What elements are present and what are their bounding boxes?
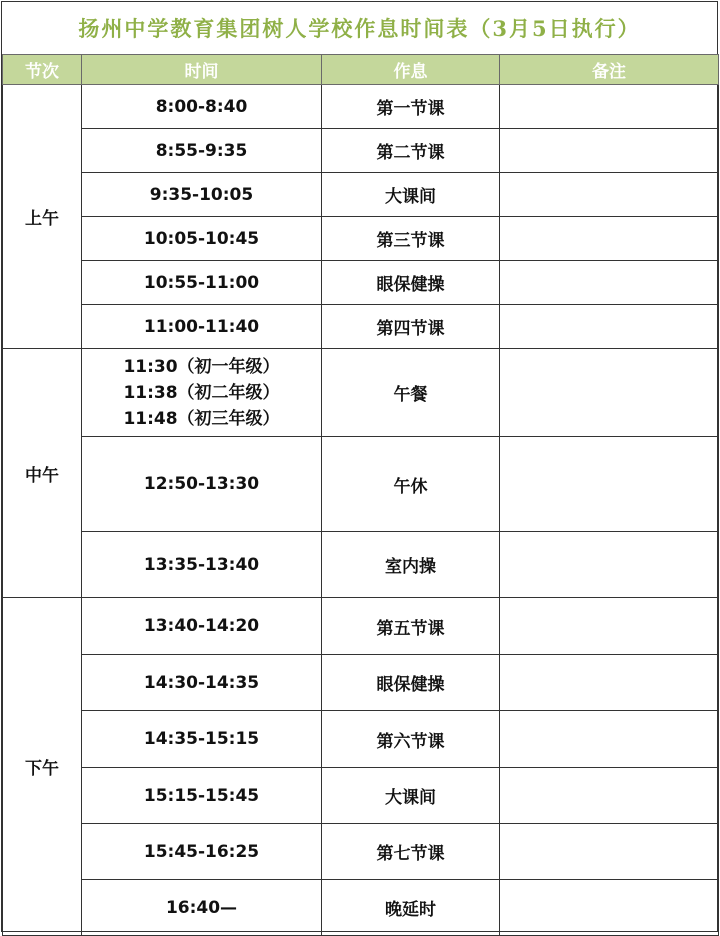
activity-cell: 室内操 <box>322 532 500 598</box>
remarks-cell[interactable] <box>500 129 719 173</box>
lunch-time-grade-2: 11:38（初二年级） <box>123 382 280 403</box>
activity-cell: 大课间 <box>322 768 500 824</box>
time-cell: 15:15-15:45 <box>82 768 322 824</box>
table-row <box>3 173 719 217</box>
period-afternoon: 下午 <box>3 598 82 936</box>
remarks-cell[interactable] <box>500 85 719 129</box>
remarks-cell[interactable] <box>500 532 719 598</box>
schedule-title: 扬州中学教育集团树人学校作息时间表（3月5日执行） <box>78 16 641 41</box>
activity-cell: 午餐 <box>322 349 500 437</box>
remarks-cell[interactable] <box>500 880 719 936</box>
period-noon: 中午 <box>3 349 82 598</box>
time-cell: 10:55-11:00 <box>82 261 322 305</box>
schedule-table <box>2 54 719 936</box>
activity-cell: 第一节课 <box>322 85 500 129</box>
header-activity: 作息 <box>322 55 500 85</box>
table-row <box>3 437 719 532</box>
remarks-cell[interactable] <box>500 349 719 437</box>
table-row <box>3 711 719 768</box>
activity-cell: 眼保健操 <box>322 655 500 711</box>
activity-cell: 大课间 <box>322 173 500 217</box>
table-row <box>3 598 719 655</box>
table-row <box>3 349 719 437</box>
lunch-time-grade-3: 11:48（初三年级） <box>123 408 280 429</box>
time-cell: 12:50-13:30 <box>82 437 322 532</box>
period-morning: 上午 <box>3 85 82 349</box>
header-period: 节次 <box>3 55 82 85</box>
lunch-time-grade-1: 11:30（初一年级） <box>123 356 280 377</box>
table-row <box>3 129 719 173</box>
activity-cell: 第六节课 <box>322 711 500 768</box>
remarks-cell[interactable] <box>500 768 719 824</box>
schedule-sheet <box>1 1 718 932</box>
remarks-cell[interactable] <box>500 655 719 711</box>
table-row <box>3 85 719 129</box>
time-cell: 14:35-15:15 <box>82 711 322 768</box>
time-cell: 8:55-9:35 <box>82 129 322 173</box>
activity-cell: 第二节课 <box>322 129 500 173</box>
table-row <box>3 261 719 305</box>
remarks-cell[interactable] <box>500 711 719 768</box>
time-cell: 15:45-16:25 <box>82 824 322 880</box>
table-row <box>3 768 719 824</box>
table-row <box>3 217 719 261</box>
remarks-cell[interactable] <box>500 824 719 880</box>
table-row <box>3 305 719 349</box>
table-row <box>3 824 719 880</box>
remarks-cell[interactable] <box>500 261 719 305</box>
header-row <box>3 55 719 85</box>
table-row <box>3 655 719 711</box>
header-time: 时间 <box>82 55 322 85</box>
remarks-cell[interactable] <box>500 437 719 532</box>
time-cell: 11:00-11:40 <box>82 305 322 349</box>
time-cell: 16:40— <box>82 880 322 936</box>
remarks-cell[interactable] <box>500 598 719 655</box>
activity-cell: 第七节课 <box>322 824 500 880</box>
activity-cell: 第三节课 <box>322 217 500 261</box>
table-row <box>3 880 719 936</box>
remarks-cell[interactable] <box>500 173 719 217</box>
lunch-time-cell <box>82 349 322 437</box>
activity-cell: 第五节课 <box>322 598 500 655</box>
header-remarks: 备注 <box>500 55 719 85</box>
time-cell: 10:05-10:45 <box>82 217 322 261</box>
activity-cell: 午休 <box>322 437 500 532</box>
time-cell: 9:35-10:05 <box>82 173 322 217</box>
time-cell: 8:00-8:40 <box>82 85 322 129</box>
remarks-cell[interactable] <box>500 305 719 349</box>
table-row <box>3 532 719 598</box>
activity-cell: 眼保健操 <box>322 261 500 305</box>
time-cell: 14:30-14:35 <box>82 655 322 711</box>
activity-cell: 晚延时 <box>322 880 500 936</box>
time-cell: 13:40-14:20 <box>82 598 322 655</box>
remarks-cell[interactable] <box>500 217 719 261</box>
time-cell: 13:35-13:40 <box>82 532 322 598</box>
activity-cell: 第四节课 <box>322 305 500 349</box>
